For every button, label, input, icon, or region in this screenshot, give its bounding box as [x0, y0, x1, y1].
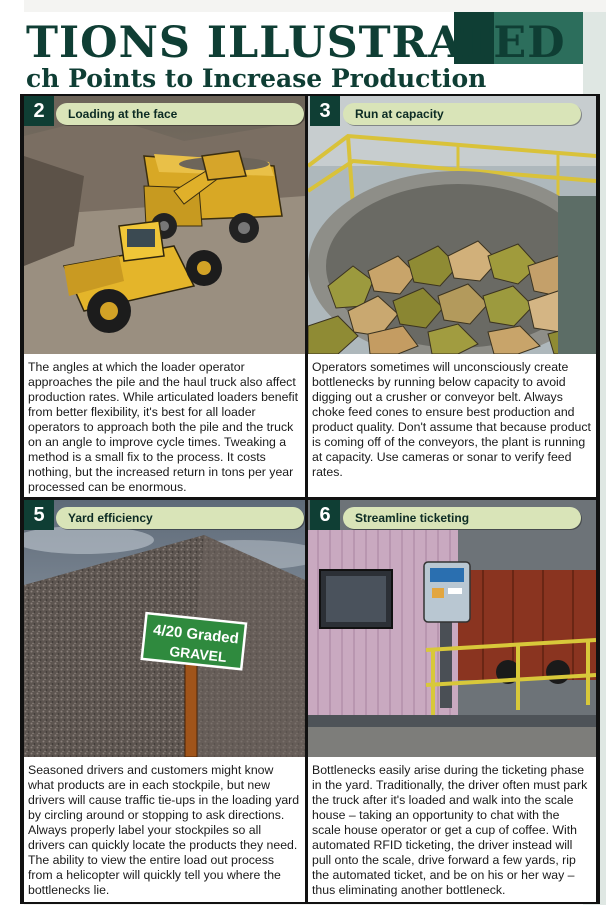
- step-label-capacity: Run at capacity: [343, 103, 581, 125]
- step-label-yard: Yard efficiency: [56, 507, 304, 529]
- step-label-ticketing: Streamline ticketing: [343, 507, 581, 529]
- step-number-6: 6: [310, 500, 340, 530]
- panel-run-at-capacity: [308, 96, 596, 497]
- gravel-sign-line2: GRAVEL: [168, 643, 228, 665]
- step-number-2: 2: [24, 96, 54, 126]
- step-number-3: 3: [310, 96, 340, 126]
- panel-loading-at-face: [24, 96, 305, 497]
- page-subtitle: ch Points to Increase Production: [26, 64, 487, 93]
- step-label-loading: Loading at the face: [56, 103, 304, 125]
- step-text-yard: Seasoned drivers and customers might know what products are in each stockpile, but new drivers will cause traffic tie-ups in the loading yard by circling around or stopping to ask directions. Always properly label your stockpiles so all drivers can quickly locate the products they need. The ability to view the entire load out process from a helicopter will quickly tell you where the bottlenecks lie.: [28, 763, 300, 897]
- step-text-ticketing: Bottlenecks easily arise during the ticketing phase in the yard. Traditionally, the driver often must park the truck after it's loaded and walk into the scale house – taking an opportunity to chat with the scale house operator or get a cup of coffee. With automated RFID ticketing, the driver instead will pull onto the scale, drive forward a few yards, rip the automated ticket, and be on his or her way – thus eliminating another bottleneck.: [312, 763, 588, 897]
- page-title: TIONS ILLUSTRATED: [26, 18, 566, 68]
- panel-streamline-ticketing: [308, 500, 596, 902]
- step-text-capacity: Operators sometimes will unconsciously create bottlenecks by running below capacity to avoid digging out a crusher or conveyor belt. Always choke feed cones to ensure best production and product quality. Don't assume that because product is coming off of the conveyors, the plant is running at capacity. Use cameras or sonar to verify feed rates.: [312, 360, 591, 479]
- scale-house-illustration: [308, 500, 596, 757]
- step-text-loading: The angles at which the loader operator approaches the pile and the haul truck also affect production rates. While articulated loaders benefit from better flexibility, it's best for all loader operators to approach both the pile and the truck on an angle to improve cycle times. Tweaking a method is a small fix to the process. It costs nothing, but the increased return in tons per year processed can be enormous.: [28, 360, 298, 494]
- wheel-loader-illustration: [24, 96, 305, 354]
- crusher-rocks-illustration: [308, 96, 596, 354]
- gravel-sign-line1: 4/20 Graded: [152, 621, 240, 648]
- panel-yard-efficiency: [24, 500, 305, 902]
- step-number-5: 5: [24, 500, 54, 530]
- page-header: [24, 12, 583, 96]
